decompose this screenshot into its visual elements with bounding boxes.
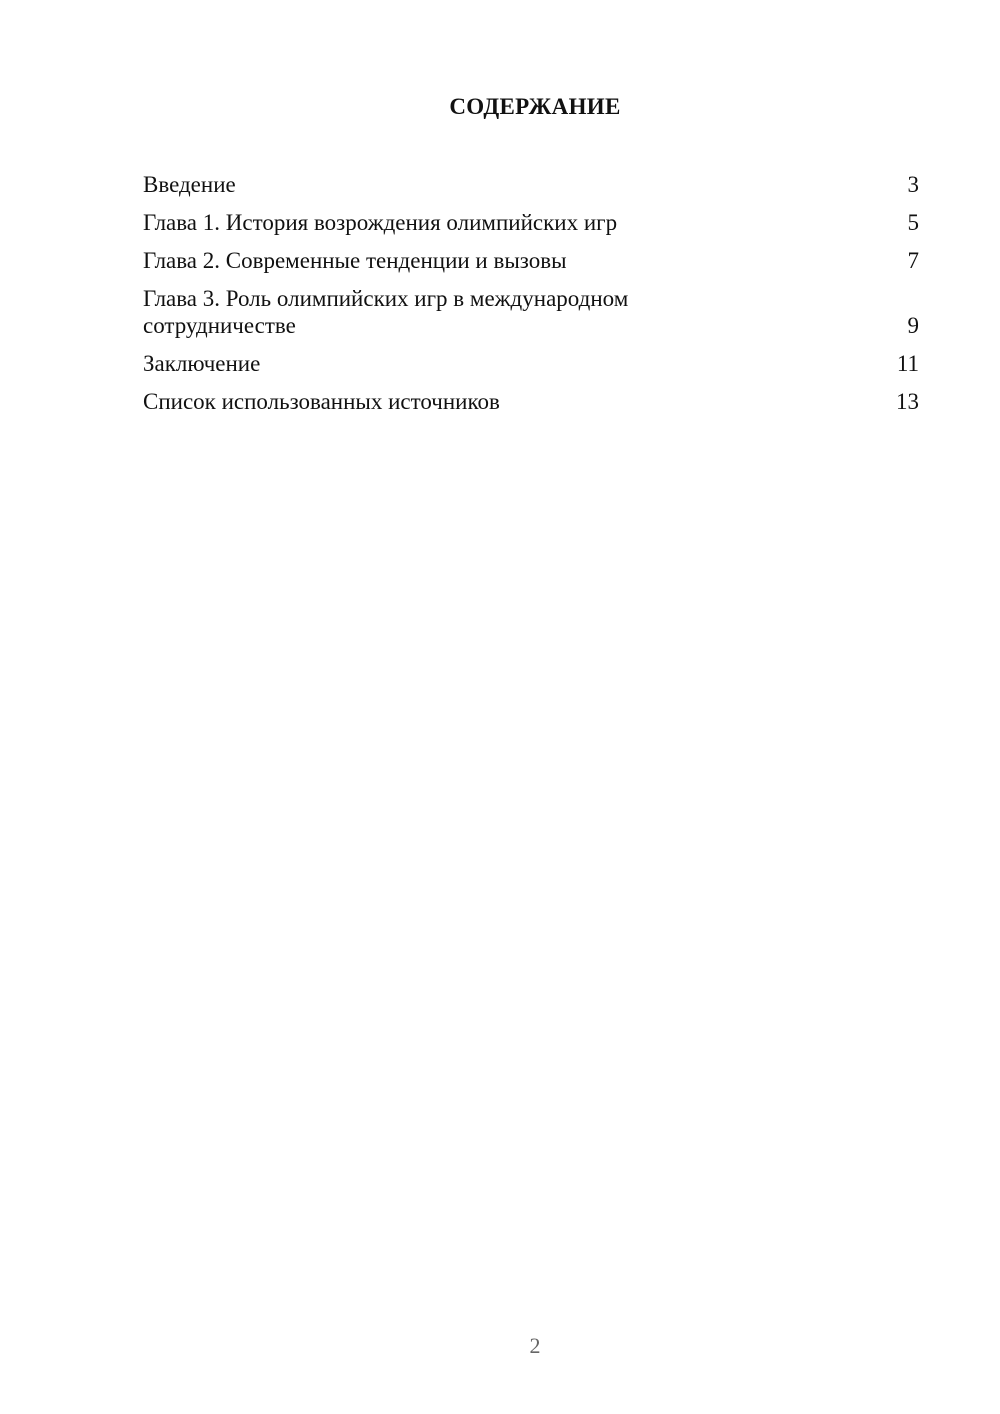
toc-entry-label: Заключение: [143, 351, 261, 376]
toc-entry-page: 13: [896, 389, 919, 414]
toc-entry-page: 5: [907, 210, 919, 235]
toc-entry-page: 7: [907, 248, 919, 273]
toc-entry-label: Глава 3. Роль олимпийских игр в международном сотрудничестве: [143, 286, 629, 338]
toc-entry-label: Глава 1. История возрождения олимпийских игр: [143, 210, 618, 235]
toc-entry-label: Глава 2. Современные тенденции и вызовы: [143, 248, 567, 273]
page-title: СОДЕРЖАНИЕ: [449, 94, 621, 119]
toc-entry[interactable]: [143, 350, 919, 377]
toc-entry[interactable]: [143, 247, 919, 274]
toc-entry[interactable]: [143, 209, 919, 236]
toc-entry-page: 9: [907, 313, 919, 338]
toc-entry[interactable]: [143, 388, 919, 415]
toc-entry-label: Введение: [143, 172, 236, 197]
table-of-contents: [143, 171, 919, 426]
toc-entry[interactable]: [143, 171, 919, 198]
toc-entry[interactable]: [143, 285, 919, 339]
toc-entry-page: 11: [896, 351, 919, 376]
toc-entry-page: 3: [907, 172, 919, 197]
page-number: 2: [529, 1333, 541, 1358]
toc-entry-label: Список использованных источников: [143, 389, 500, 414]
